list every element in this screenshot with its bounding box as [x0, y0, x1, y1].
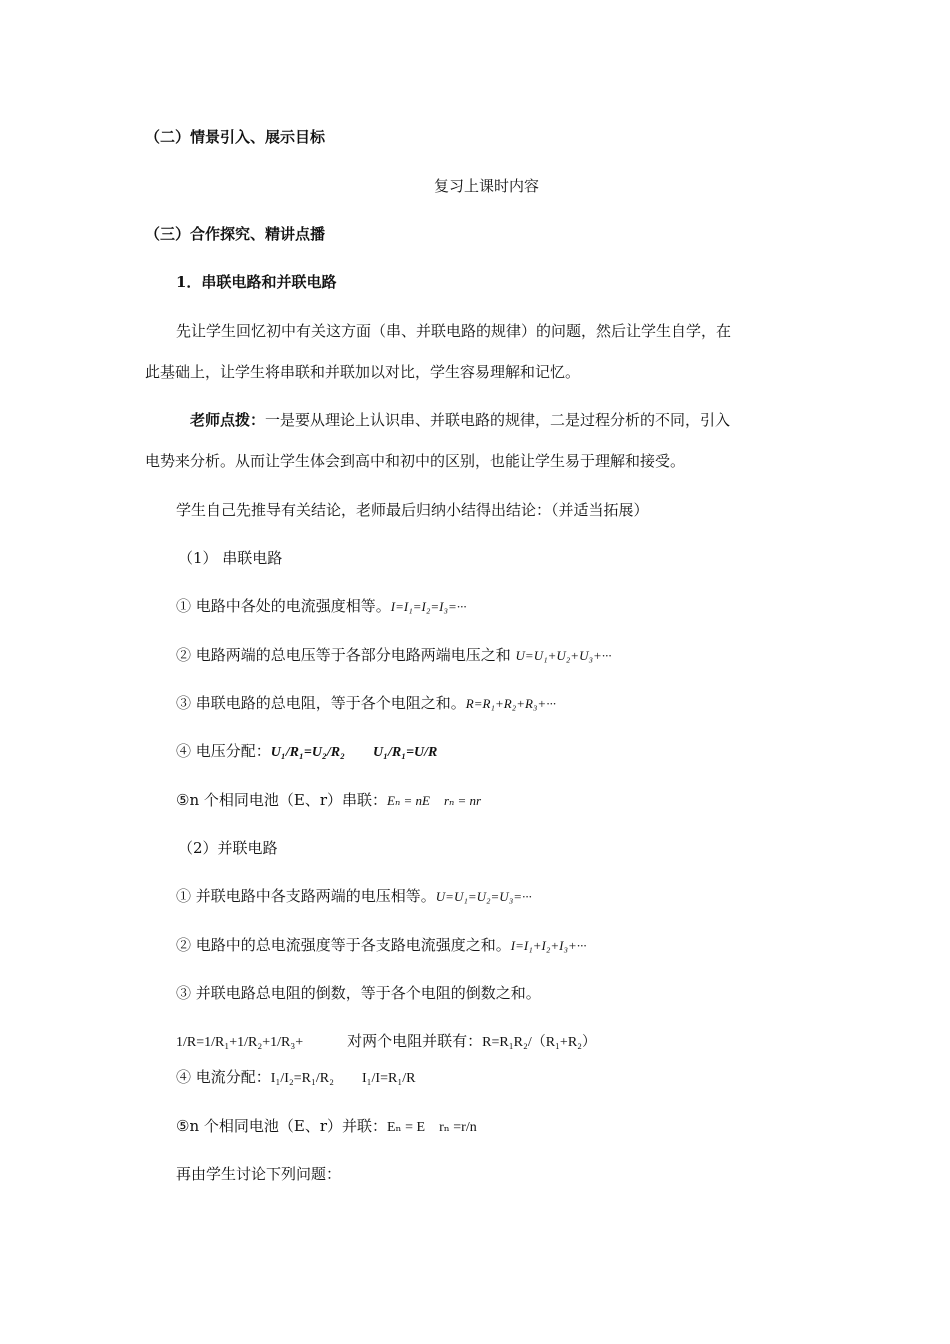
parallel-circuit-heading: （2）并联电路 [178, 839, 278, 857]
intro-paragraph-line-2: 此基础上，让学生将串联和并联加以对比，学生容易理解和记忆。 [145, 363, 581, 381]
intro-paragraph-line-1: 先让学生回忆初中有关这方面（串、并联电路的规律）的问题，然后让学生自学，在 [176, 322, 732, 340]
series-item-5 [176, 790, 481, 811]
parallel-item-4-formula-b: I₁/I=R₁/R [361, 1071, 416, 1086]
series-item-4-formula-b: U₁/R₁=U/R [372, 745, 438, 760]
series-item-1 [176, 596, 467, 617]
series-item-5-formula-b: rₙ = nr [443, 793, 482, 808]
two-resistor-formula: R=R₁R₂/（R₁+R₂） [482, 1035, 597, 1050]
series-item-1-formula: I=I₁=I₂=I₃=··· [390, 599, 467, 614]
teacher-note-line-2: 电势来分析。从而让学生体会到高中和初中的区别，也能让学生易于理解和接受。 [145, 452, 686, 470]
discuss-line: 再由学生讨论下列问题： [176, 1165, 342, 1183]
teacher-note-label: 老师点拨： [190, 411, 266, 429]
series-item-2-text: ② 电路两端的总电压等于各部分电路两端电压之和 [176, 646, 516, 664]
series-item-2-formula: U=U₁+U₂+U₃+··· [515, 648, 612, 663]
two-resistor-text: 对两个电阻并联有： [347, 1032, 483, 1050]
review-note: 复习上课时内容 [434, 177, 540, 195]
series-item-5-text: ⑤n 个相同电池（E、r）串联： [176, 791, 387, 809]
parallel-item-1 [176, 886, 532, 907]
series-item-4 [176, 741, 437, 763]
parallel-item-1-formula: U=U₁=U₂=U₃=··· [435, 889, 532, 904]
series-item-3 [176, 693, 556, 714]
parallel-item-3: ③ 并联电路总电阻的倒数，等于各个电阻的倒数之和。 [176, 984, 541, 1002]
section-2-heading: （二）情景引入、展示目标 [145, 128, 326, 146]
series-item-3-formula: R=R₁+R₂+R₃+··· [465, 696, 556, 711]
parallel-item-5-formula-b: rₙ =r/n [439, 1120, 477, 1135]
parallel-item-2-formula: I=I₁+I₂+I₃+··· [510, 938, 587, 953]
section-3-heading: （三）合作探究、精讲点播 [145, 225, 326, 243]
derive-conclusion-line: 学生自己先推导有关结论，老师最后归纳小结得出结论：（并适当拓展） [176, 501, 649, 519]
series-item-2 [176, 645, 612, 666]
teacher-note-line-1 [190, 410, 730, 430]
parallel-item-5 [176, 1116, 477, 1138]
parallel-item-2 [176, 935, 587, 956]
series-item-4-text: ④ 电压分配： [176, 742, 271, 760]
parallel-item-4-formula-a: I₁/I₂=R₁/R₂ [270, 1071, 334, 1086]
series-item-1-text: ① 电路中各处的电流强度相等。 [176, 597, 391, 615]
series-item-4-formula-a: U₁/R₁=U₂/R₂ [270, 745, 345, 760]
parallel-item-4 [176, 1067, 415, 1089]
parallel-item-5-formula-a: Eₙ = E [387, 1120, 426, 1135]
series-item-3-text: ③ 串联电路的总电阻，等于各个电阻之和。 [176, 694, 466, 712]
parallel-item-3-formulas [176, 1031, 596, 1053]
parallel-item-5-text: ⑤n 个相同电池（E、r）并联： [176, 1117, 387, 1135]
parallel-reciprocal-formula: 1/R=1/R₁+1/R₂+1/R₃+ [176, 1035, 304, 1050]
series-circuit-heading: （1） 串联电路 [178, 549, 283, 567]
teacher-note-text: 一是要从理论上认识串、并联电路的规律，二是过程分析的不同，引入 [265, 411, 731, 429]
series-item-5-formula-a: Eₙ = nE [387, 793, 430, 808]
topic-1-heading: 1．串联电路和并联电路 [176, 273, 337, 291]
parallel-item-4-text: ④ 电流分配： [176, 1068, 271, 1086]
parallel-item-1-text: ① 并联电路中各支路两端的电压相等。 [176, 887, 436, 905]
parallel-item-2-text: ② 电路中的总电流强度等于各支路电流强度之和。 [176, 936, 511, 954]
